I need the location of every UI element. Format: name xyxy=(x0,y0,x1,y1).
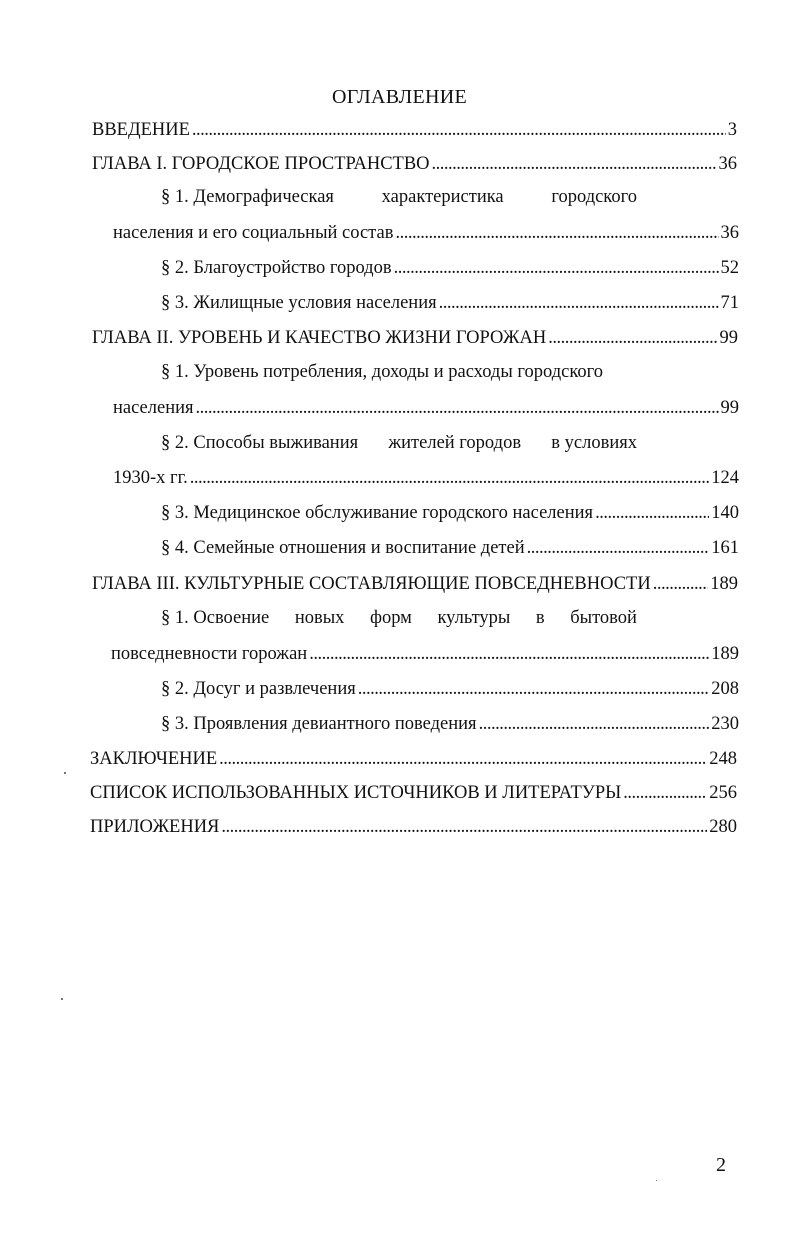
leader-dots xyxy=(358,677,710,701)
toc-entry-text: § 3. Медицинское обслуживание городского населения xyxy=(161,503,594,523)
toc-entry-page: 124 xyxy=(711,468,739,488)
toc-entry-page: 189 xyxy=(711,644,739,664)
toc-entry-ch1-s2 xyxy=(161,256,739,280)
leader-dots xyxy=(309,642,709,666)
toc-entry-ch2-s3 xyxy=(161,501,739,525)
leader-dots xyxy=(432,152,717,176)
toc-entry-page: 189 xyxy=(710,574,738,594)
toc-word: § 1. Освоение xyxy=(161,608,270,628)
toc-entry-page: 248 xyxy=(709,749,737,769)
toc-entry-page: 256 xyxy=(709,783,737,803)
toc-entry-ch3-s2 xyxy=(161,677,739,701)
toc-entry-text: ГЛАВА III. КУЛЬТУРНЫЕ СОСТАВЛЯЮЩИЕ ПОВСЕДНЕВНОСТИ xyxy=(92,574,651,594)
toc-word: в условиях xyxy=(551,433,637,453)
toc-entry-page: 280 xyxy=(709,817,737,837)
toc-entry-ch1-s1-line2 xyxy=(113,221,739,245)
toc-word: § 2. Способы выживания xyxy=(161,433,359,453)
toc-entry-text: 1930-х гг. xyxy=(113,468,188,488)
toc-entry-conclusion xyxy=(90,747,737,771)
toc-entry-page: 36 xyxy=(720,223,739,243)
toc-entry-intro xyxy=(92,118,737,142)
leader-dots xyxy=(395,221,718,245)
toc-entry-text: ПРИЛОЖЕНИЯ xyxy=(90,817,220,837)
toc-entry-page: 52 xyxy=(720,258,739,278)
leader-dots xyxy=(548,326,717,350)
toc-entry-text: § 2. Благоустройство городов xyxy=(161,258,392,278)
toc-entry-ch2-s4 xyxy=(161,536,739,560)
toc-entry-ch3-s1-line2 xyxy=(111,642,739,666)
toc-entry-text: ВВЕДЕНИЕ xyxy=(92,120,190,140)
leader-dots xyxy=(653,572,709,596)
toc-word: § 1. Демографическая xyxy=(161,187,334,207)
toc-entry-page: 99 xyxy=(720,398,739,418)
leader-dots xyxy=(394,256,719,280)
page-title: ОГЛАВЛЕНИЕ xyxy=(332,86,467,108)
toc-entry-text: ГЛАВА II. УРОВЕНЬ И КАЧЕСТВО ЖИЗНИ ГОРОЖАН xyxy=(92,328,547,348)
toc-entry-ch2-s1-line1 xyxy=(161,360,637,384)
leader-dots xyxy=(219,747,707,771)
toc-entry-ch2-s2-line2 xyxy=(113,466,739,490)
toc-entry-text: § 1. Уровень потребления, доходы и расходы городского xyxy=(161,362,604,382)
toc-entry-page: 71 xyxy=(720,293,739,313)
toc-entry-page: 99 xyxy=(719,328,738,348)
toc-entry-page: 140 xyxy=(711,503,739,523)
scan-speck xyxy=(64,772,66,774)
toc-entry-text: повседневности горожан xyxy=(111,644,308,664)
toc-entry-text: § 4. Семейные отношения и воспитание детей xyxy=(161,538,525,558)
toc-entry-appendix xyxy=(90,815,737,839)
toc-entry-page: 208 xyxy=(711,679,739,699)
toc-entry-text: § 3. Проявления девиантного поведения xyxy=(161,714,477,734)
toc-entry-text: СПИСОК ИСПОЛЬЗОВАННЫХ ИСТОЧНИКОВ И ЛИТЕРАТУРЫ xyxy=(90,783,622,803)
toc-entry-chapter-1 xyxy=(92,152,737,176)
leader-dots xyxy=(439,291,719,315)
toc-entry-page: 3 xyxy=(727,120,737,140)
toc-word: новых xyxy=(294,608,345,628)
leader-dots xyxy=(595,501,709,525)
toc-entry-ch3-s3 xyxy=(161,712,739,736)
toc-word: культуры xyxy=(437,608,511,628)
toc-entry-page: 230 xyxy=(711,714,739,734)
scan-speck xyxy=(61,998,63,1000)
toc-word: характеристика xyxy=(381,187,504,207)
toc-entry-ch1-s1-line1 xyxy=(161,185,637,209)
leader-dots xyxy=(527,536,710,560)
leader-dots xyxy=(190,466,710,490)
toc-entry-text: § 2. Досуг и развлечения xyxy=(161,679,356,699)
toc-entry-chapter-2 xyxy=(92,326,738,350)
toc-word: бытовой xyxy=(570,608,637,628)
toc-entry-ch3-s1-line1 xyxy=(161,606,637,630)
toc-entry-ch2-s2-line1 xyxy=(161,431,637,455)
toc-entry-ch1-s3 xyxy=(161,291,739,315)
toc-entry-page: 161 xyxy=(711,538,739,558)
leader-dots xyxy=(479,712,710,736)
toc-word: городского xyxy=(551,187,637,207)
toc-word: форм xyxy=(369,608,412,628)
toc-entry-text: § 3. Жилищные условия населения xyxy=(161,293,437,313)
toc-word: в xyxy=(535,608,545,628)
leader-dots xyxy=(192,118,726,142)
toc-entry-text: населения и его социальный состав xyxy=(113,223,394,243)
toc-entry-text: ГЛАВА I. ГОРОДСКОЕ ПРОСТРАНСТВО xyxy=(92,154,430,174)
toc-entry-sources xyxy=(90,781,737,805)
leader-dots xyxy=(221,815,707,839)
scan-speck xyxy=(656,1180,657,1181)
leader-dots xyxy=(196,396,719,420)
toc-entry-text: ЗАКЛЮЧЕНИЕ xyxy=(90,749,218,769)
toc-entry-ch2-s1-line2 xyxy=(113,396,739,420)
toc-word: жителей городов xyxy=(388,433,522,453)
page-number: 2 xyxy=(716,1154,726,1176)
toc-entry-text: населения xyxy=(113,398,194,418)
leader-dots xyxy=(623,781,707,805)
toc-entry-page: 36 xyxy=(718,154,737,174)
toc-entry-chapter-3 xyxy=(92,572,738,596)
